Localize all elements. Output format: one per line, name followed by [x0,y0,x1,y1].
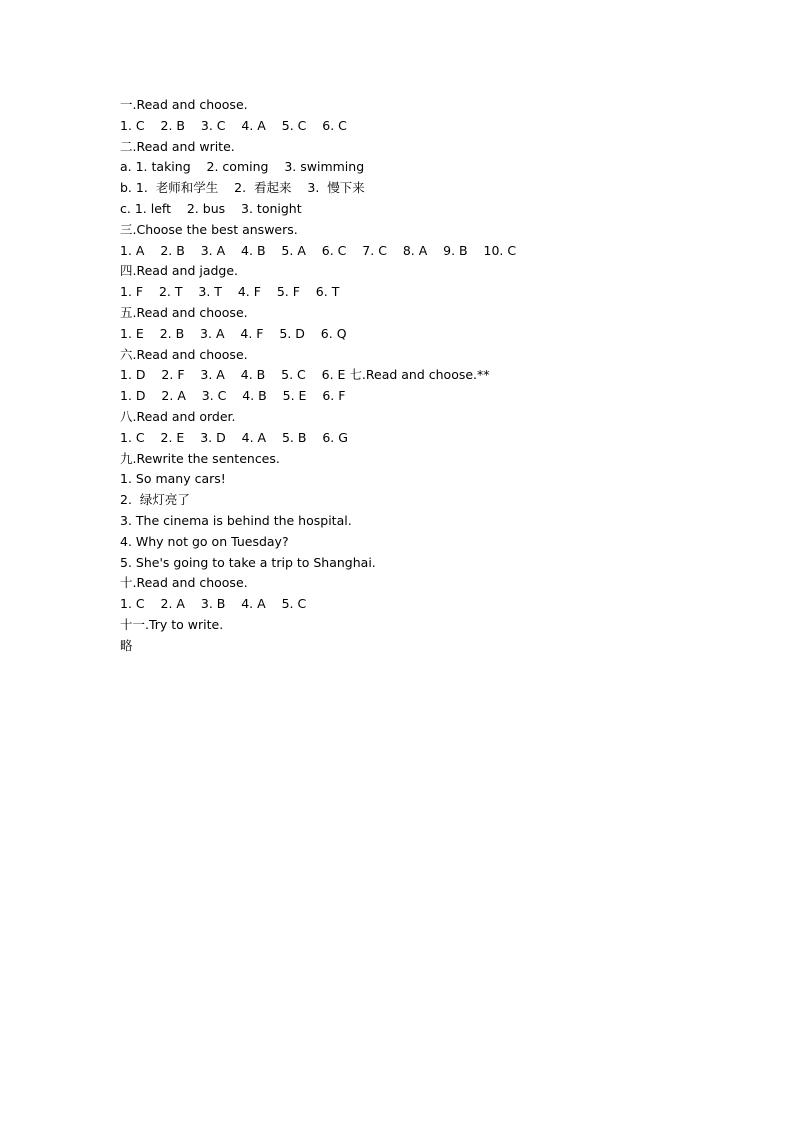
section-8-heading: 八.Read and order. [120,408,236,424]
section-10-answers: 1. C 2. A 3. B 4. A 5. C [120,596,307,612]
section-6-heading: 六.Read and choose. [120,346,248,362]
section-9-answer-4: 4. Why not go on Tuesday? [120,533,289,549]
section-9-heading: 九.Rewrite the sentences. [120,450,280,466]
answer-key-document [120,95,720,657]
section-11-heading: 十一.Try to write. [120,616,224,632]
section-4-answers: 1. F 2. T 3. T 4. F 5. F 6. T [120,284,340,300]
section-9-answer-5: 5. She's going to take a trip to Shanghai. [120,554,376,570]
section-4-heading: 四.Read and jadge. [120,263,239,279]
section-10-heading: 十.Read and choose. [120,575,248,591]
section-7-answers: 1. D 2. A 3. C 4. B 5. E 6. F [120,388,346,404]
section-5-heading: 五.Read and choose. [120,304,248,320]
section-2-part-b-answers: b. 1. 老师和学生 2. 看起来 3. 慢下来 [120,180,365,196]
section-2-part-a-answers: a. 1. taking 2. coming 3. swimming [120,159,365,175]
section-9-answer-2: 2. 绿灯亮了 [120,492,190,508]
section-9-answer-1: 1. So many cars! [120,471,226,487]
section-3-heading: 三.Choose the best answers. [120,221,298,237]
section-1-heading: 一.Read and choose. [120,97,248,112]
section-6-answers-and-section-7-heading: 1. D 2. F 3. A 4. B 5. C 6. E 七.Read and choose.** [120,367,490,383]
section-3-answers: 1. A 2. B 3. A 4. B 5. A 6. C 7. C 8. A 9. B 10. C [120,242,517,258]
section-5-answers: 1. E 2. B 3. A 4. F 5. D 6. Q [120,325,347,341]
section-11-answer: 略 [120,637,133,653]
section-2-part-c-answers: c. 1. left 2. bus 3. tonight [120,200,302,216]
section-1-answers: 1. C 2. B 3. C 4. A 5. C 6. C [120,117,347,133]
section-8-answers: 1. C 2. E 3. D 4. A 5. B 6. G [120,429,348,445]
section-9-answer-3: 3. The cinema is behind the hospital. [120,512,352,528]
section-2-heading: 二.Read and write. [120,138,235,154]
